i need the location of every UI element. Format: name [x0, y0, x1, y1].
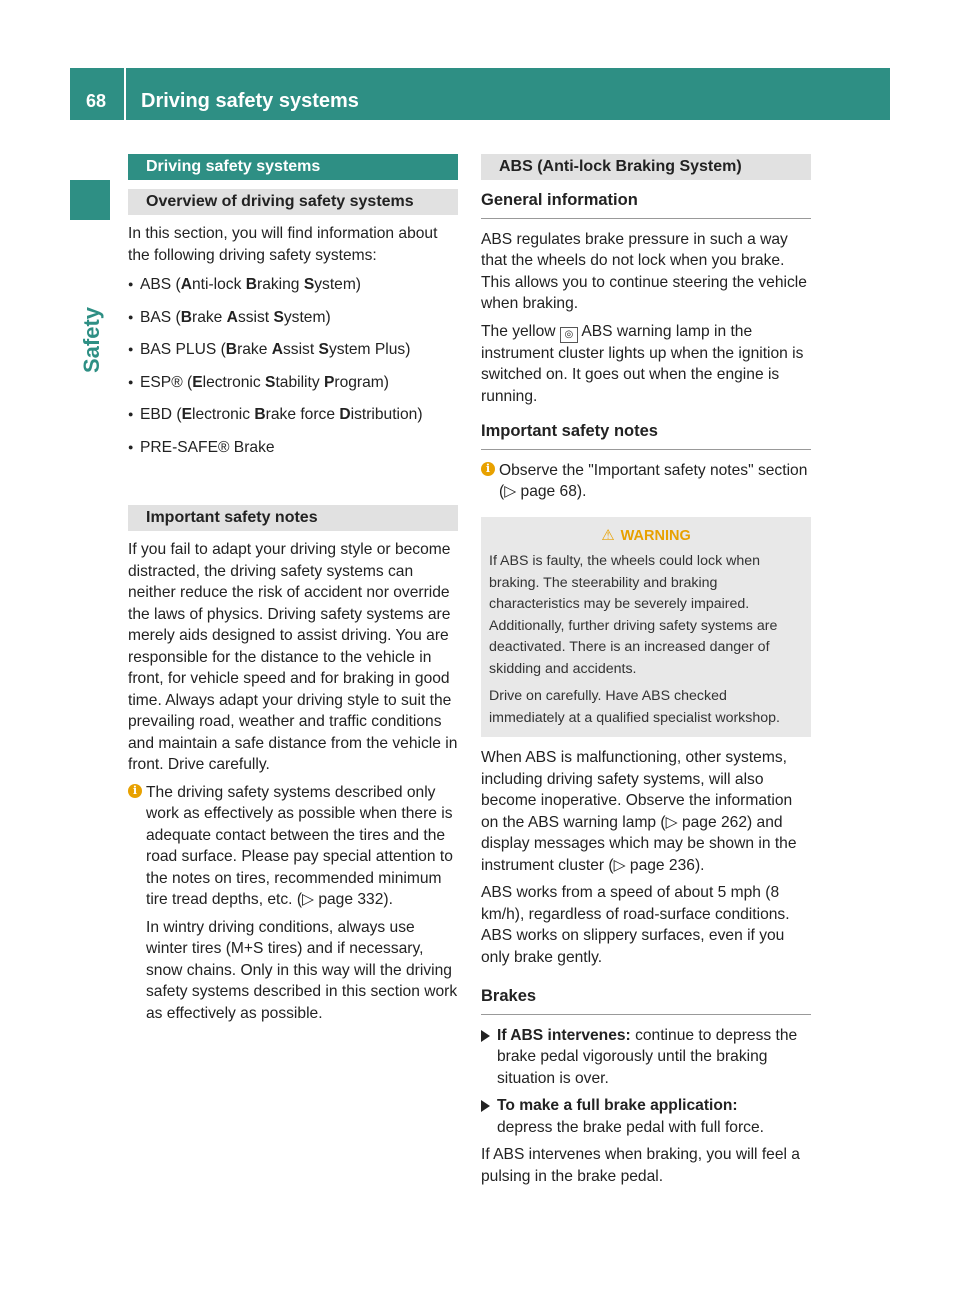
left-column	[128, 154, 458, 1030]
safety-notes-heading: Important safety notes	[128, 505, 458, 531]
warning-title: ⚠ WARNING	[601, 526, 691, 544]
abs-lamp-icon: ◎	[560, 327, 578, 343]
info-icon: i	[128, 784, 142, 798]
general-paragraph: The yellow ◎ ABS warning lamp in the instrument cluster lights up when the ignition is switched on. It goes out when the engine is running.	[481, 322, 804, 405]
overview-intro: In this section, you will find information about the following driving safety systems:	[128, 225, 438, 264]
list-item: ● ESP® (Electronic Stability Program)	[128, 372, 458, 394]
instruction-step: If ABS intervenes: continue to depress the brake pedal vigorously until the braking situation is over.	[481, 1025, 811, 1090]
list-item: ● PRE-SAFE® Brake	[128, 437, 458, 459]
general-info-heading: General information	[481, 190, 811, 219]
page-header-title: Driving safety systems	[141, 90, 359, 112]
warning-paragraph: If ABS is faulty, the wheels could lock when braking. The steerability and braking characteristics may be severely impaired. Additionally, further driving safety systems are deactivated. There is an increased danger of skidding and accidents.	[489, 553, 778, 677]
page-number: 68	[70, 68, 126, 120]
section-banner: Driving safety systems	[128, 154, 458, 180]
info-note	[128, 782, 458, 1025]
info-icon: i	[481, 462, 495, 476]
warning-box	[481, 517, 811, 738]
info-note	[481, 460, 811, 503]
step-arrow-icon	[481, 1030, 490, 1042]
section-label-text: Safety	[79, 306, 104, 374]
warning-icon: ⚠	[601, 526, 615, 544]
section-tab-marker	[70, 180, 110, 220]
section-label	[72, 300, 112, 380]
info-text: Observe the "Important safety notes" section (▷ page 68).	[499, 461, 808, 500]
instruction-step: To make a full brake application: depress the brake pedal with full force.	[481, 1095, 811, 1138]
overview-heading: Overview of driving safety systems	[128, 189, 458, 215]
speed-paragraph: ABS works from a speed of about 5 mph (8 km/h), regardless of road-surface conditions. ABS works on slippery surfaces, even if you only brake gently.	[481, 884, 790, 966]
malfunction-paragraph: When ABS is malfunctioning, other systems, including driving safety systems, will also become inoperative. Observe the information on the ABS warning lamp (▷ page 262) and display messages which may be shown in the instrument cluster (▷ page 236).	[481, 749, 797, 874]
important-notes-heading: Important safety notes	[481, 421, 811, 450]
warning-paragraph: Drive on carefully. Have ABS checked immediately at a qualified specialist workshop.	[489, 688, 780, 726]
list-item: ● BAS PLUS (Brake Assist System Plus)	[128, 339, 458, 361]
right-column	[481, 154, 811, 1193]
pulse-paragraph: If ABS intervenes when braking, you will feel a pulsing in the brake pedal.	[481, 1146, 800, 1185]
info-paragraph: In wintry driving conditions, always use winter tires (M+S tires) and if necessary, snow chains. Only in this way will the driving safety systems described in this section work as effectively as possible.	[146, 918, 458, 1022]
list-item: ● BAS (Brake Assist System)	[128, 307, 458, 329]
page-header	[70, 68, 890, 120]
general-paragraph: ABS regulates brake pressure in such a way that the wheels do not lock when you brake. This allows you to continue steering the vehicle when braking.	[481, 230, 807, 312]
info-paragraph: The driving safety systems described only work as effectively as possible when there is adequate contact between the tires and the road surface. Please pay special attention to the notes on tires, recommended minimum tire tread depths, etc. (▷ page 332).	[146, 783, 453, 908]
list-item: ● EBD (Electronic Brake force Distribution)	[128, 404, 458, 426]
safety-notes-paragraph: If you fail to adapt your driving style or become distracted, the driving safety systems can neither reduce the risk of accident nor override the laws of physics. Driving safety systems are merely aids designed to assist driving. You are responsible for the distance to the vehicle in front, for vehicle speed and for braking in good time. Always adapt your driving style to suit the prevailing road, weather and traffic conditions and maintain a safe distance from the vehicle in front. Drive carefully.	[128, 541, 458, 773]
abs-banner: ABS (Anti-lock Braking System)	[481, 154, 811, 180]
brakes-heading: Brakes	[481, 986, 811, 1015]
step-arrow-icon	[481, 1100, 490, 1112]
systems-list	[128, 274, 458, 458]
list-item: ● ABS (Anti-lock Braking System)	[128, 274, 458, 296]
